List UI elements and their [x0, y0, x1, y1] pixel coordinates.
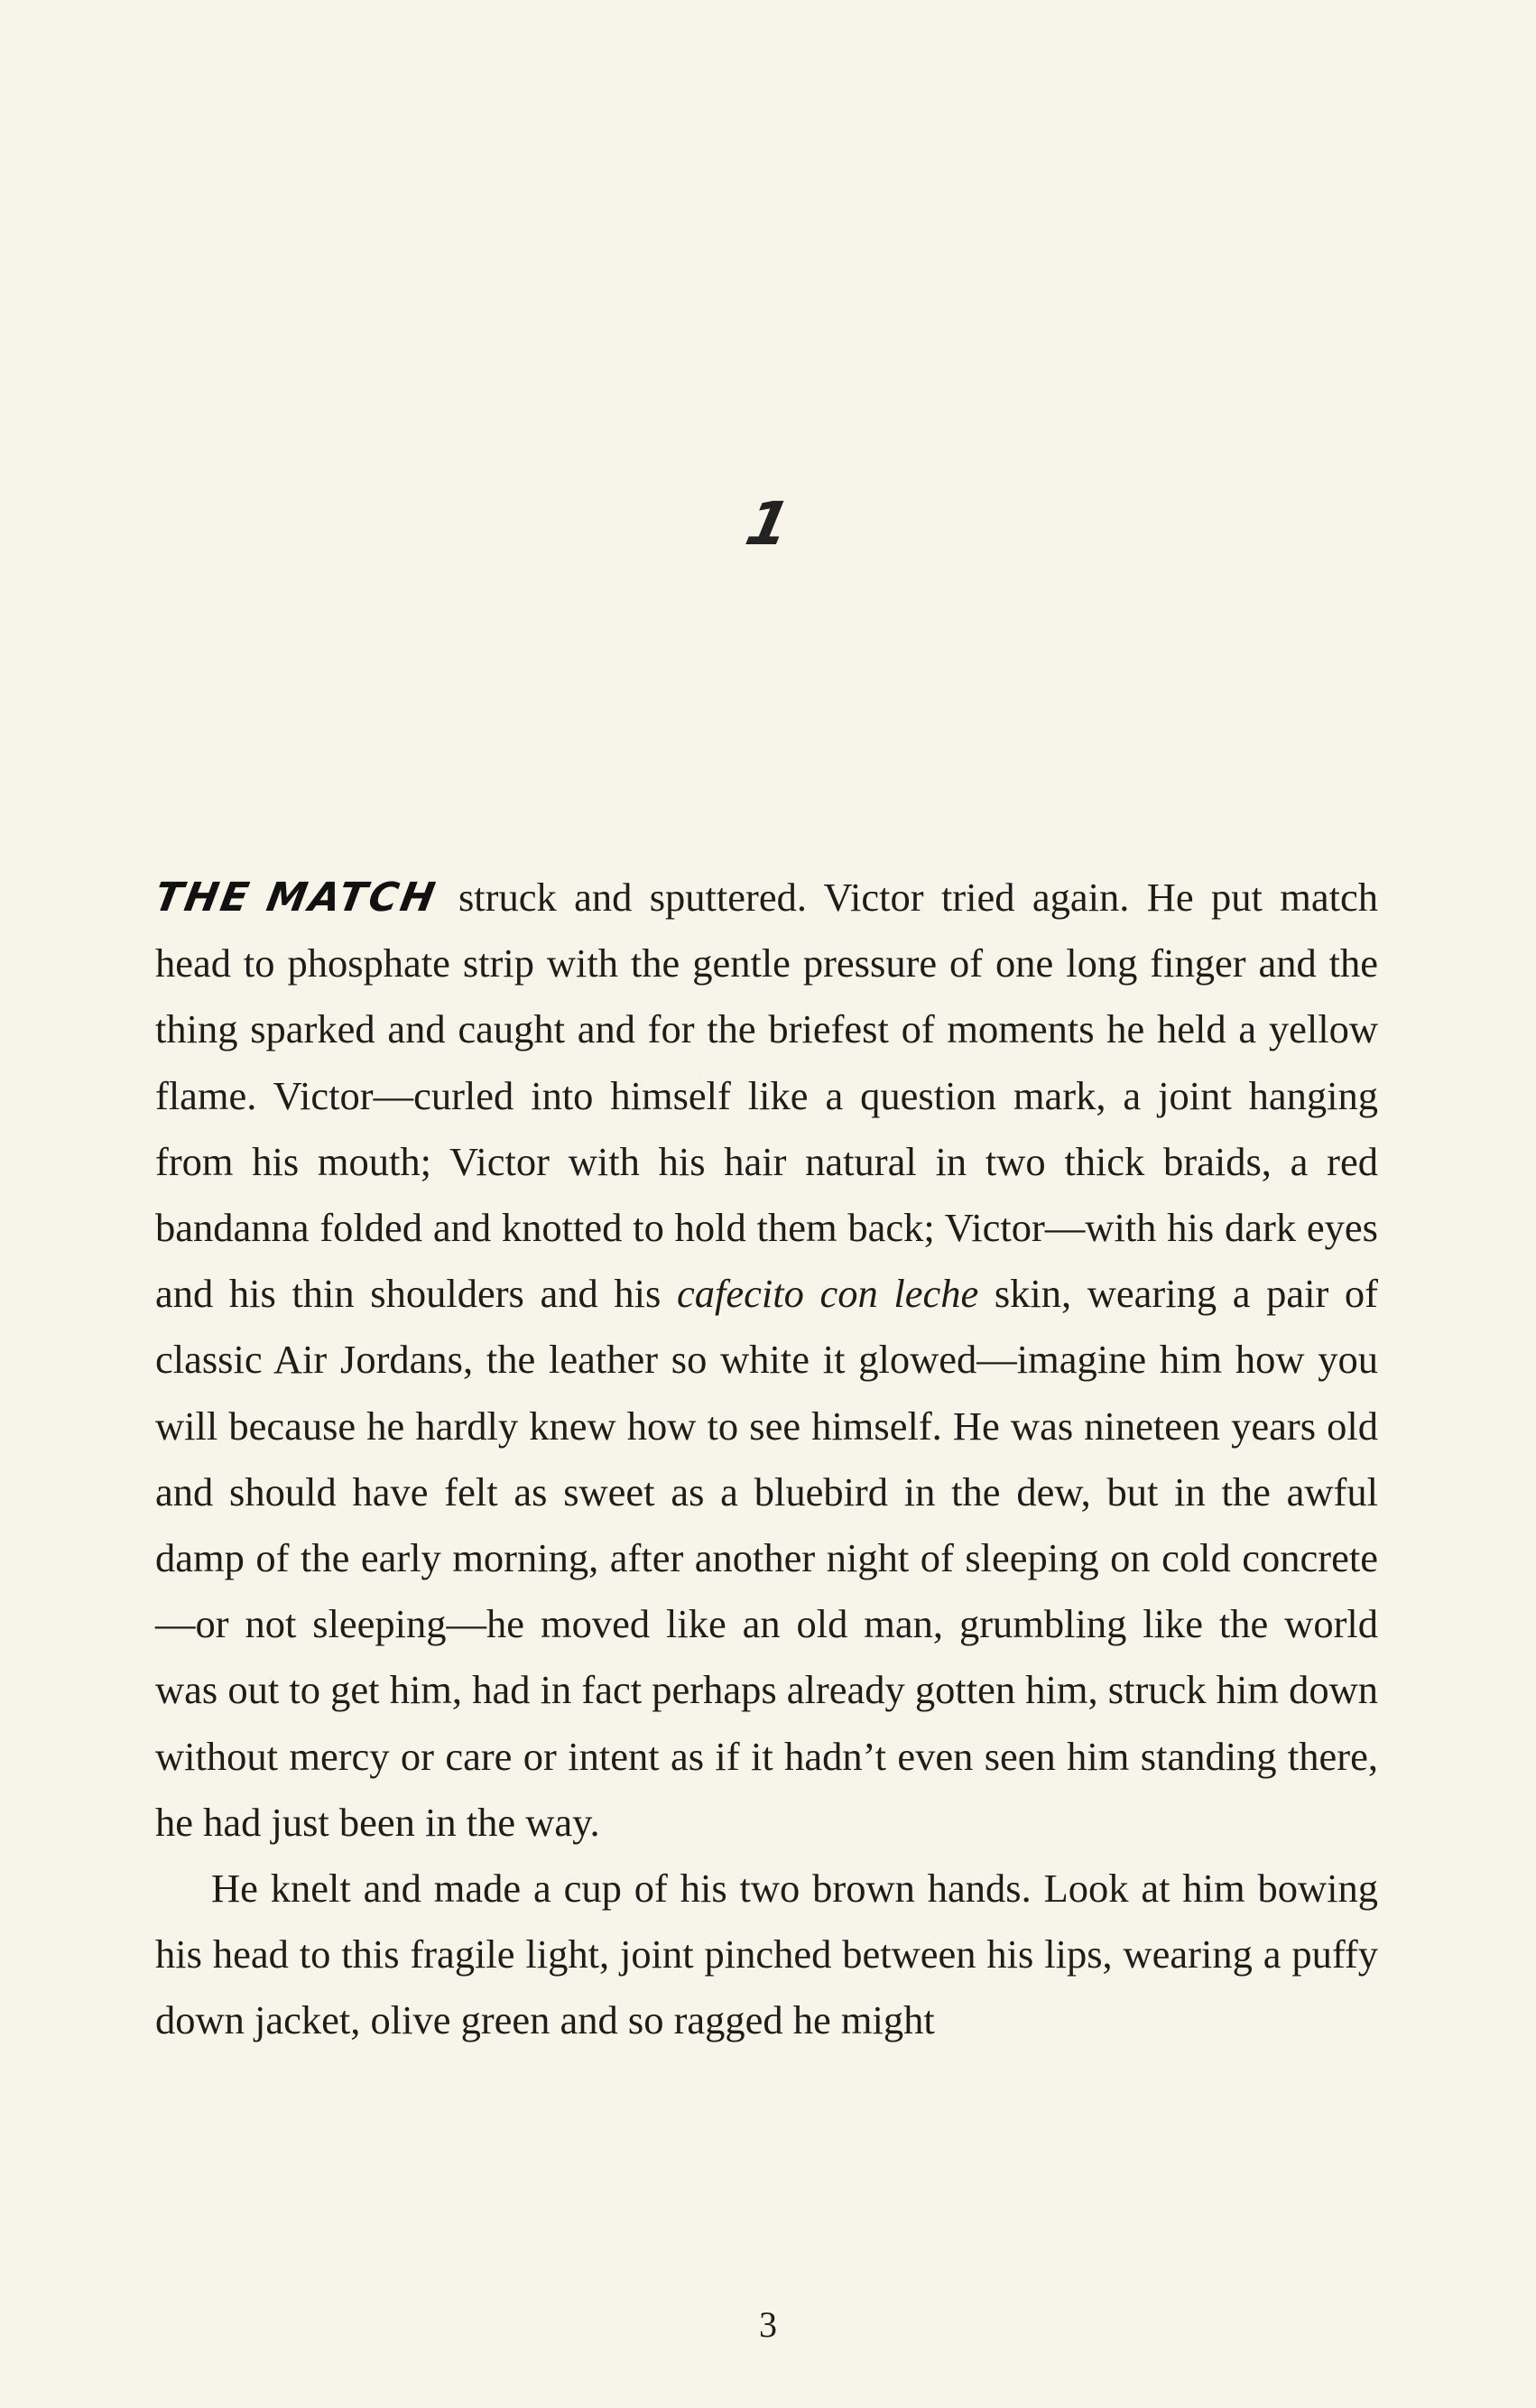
paragraph-1	[151, 865, 1378, 1856]
paragraph-1-text-a: struck and sputtered. Victor tried again. He put match head to phosphate strip with the gentle pressure of one long finger and the thing sparked and caught and for the briefest of moments he held a yellow flame. Victor—curled into himself like a question mark, a joint hanging from his mouth; Victor with his hair natural in two thick braids, a red bandanna folded and knotted to hold them back; Victor—with his dark eyes and his thin shoulders and his	[155, 875, 1378, 1317]
page-number: 3	[759, 2304, 777, 2345]
chapter-lead-in: THE MATCH	[151, 875, 441, 921]
body-text	[151, 865, 1378, 2054]
paragraph-2-text: He knelt and made a cup of his two brown hands. Look at him bowing his head to this fragile light, joint pinched between his lips, wearing a puffy down jacket, olive green and so ragged he might	[155, 1866, 1378, 2043]
paragraph-1-text-b: skin, wearing a pair of classic Air Jordans, the leather so white it glowed—imagine him how you will because he hardly knew how to see himself. He was nineteen years old and should have felt as sweet as a bluebird in the dew, but in the awful damp of the early morning, after another night of sleeping on cold concrete—or not sleeping—he moved like an old man, grumbling like the world was out to get him, had in fact perhaps already gotten him, struck him down without mercy or care or intent as if it hadn’t even seen him standing there, he had just been in the way.	[155, 1271, 1378, 1845]
italic-phrase: cafecito con leche	[676, 1271, 979, 1317]
paragraph-2	[155, 1856, 1378, 2054]
chapter-number: 1	[739, 489, 797, 559]
